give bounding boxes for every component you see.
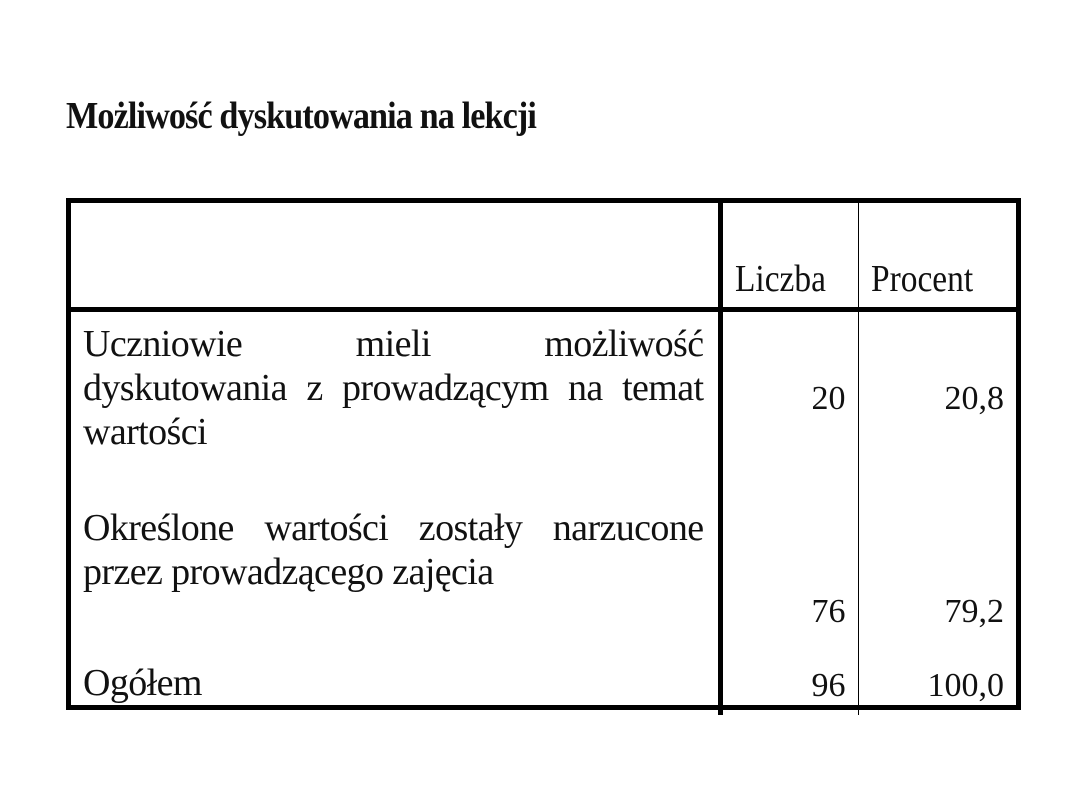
- table-row: [71, 496, 1016, 641]
- table-row: [71, 309, 1016, 496]
- total-label: Ogółem: [71, 641, 720, 715]
- header-count-label: Liczba: [734, 257, 826, 300]
- results-table: [71, 203, 1016, 715]
- header-blank-cell: [71, 203, 720, 309]
- row-count: 76: [720, 496, 858, 641]
- row-label: Określone wartości zostały narzucone przez prowadzącego zajęcia: [71, 496, 720, 641]
- header-percent-cell: [858, 203, 1016, 309]
- table-row-total: [71, 641, 1016, 715]
- total-percent: 100,0: [927, 667, 1004, 704]
- row-percent: 79,2: [944, 593, 1004, 630]
- results-table-frame: [66, 198, 1021, 710]
- header-count-cell: [720, 203, 858, 309]
- row-label: Uczniowie mieli możliwość dyskutowania z prowadzącym na temat wartości: [71, 309, 720, 496]
- header-percent-label: Procent: [870, 257, 973, 300]
- table-header-row: [71, 203, 1016, 309]
- row-percent: 20,8: [944, 380, 1004, 417]
- row-count: 20: [720, 309, 858, 496]
- total-count: 96: [720, 641, 858, 715]
- slide-title: Możliwość dyskutowania na lekcji: [66, 95, 536, 137]
